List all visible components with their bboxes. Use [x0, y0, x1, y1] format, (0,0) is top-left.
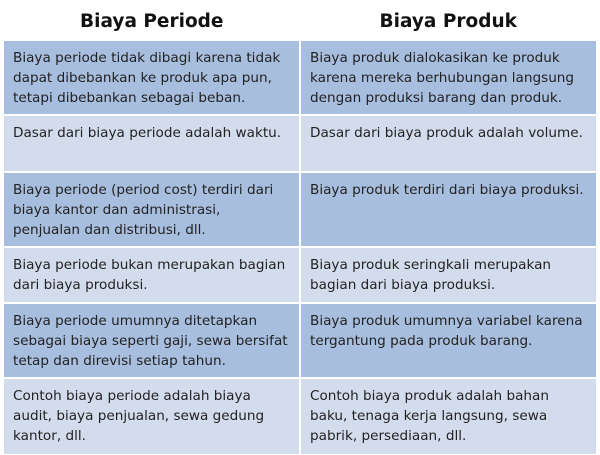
header-biaya-periode: Biaya Periode — [4, 4, 300, 40]
table-row — [4, 172, 596, 247]
table-row — [4, 247, 596, 303]
cell-biaya-periode: Dasar dari biaya periode adalah waktu. — [4, 115, 300, 172]
cell-biaya-periode: Biaya periode umumnya ditetapkan sebagai biaya seperti gaji, sewa bersifat tetap dan direvisi setiap tahun. — [4, 303, 300, 378]
comparison-table — [4, 4, 596, 454]
cell-biaya-produk: Contoh biaya produk adalah bahan baku, tenaga kerja langsung, sewa pabrik, persediaan, dll. — [300, 378, 596, 454]
cell-biaya-produk: Biaya produk dialokasikan ke produk karena mereka berhubungan langsung dengan produksi barang dan produk. — [300, 40, 596, 115]
table-header-row — [4, 4, 596, 40]
table-row — [4, 40, 596, 115]
cell-biaya-produk: Biaya produk seringkali merupakan bagian dari biaya produksi. — [300, 247, 596, 303]
cell-biaya-produk: Biaya produk terdiri dari biaya produksi. — [300, 172, 596, 247]
cell-biaya-periode: Biaya periode (period cost) terdiri dari biaya kantor dan administrasi, penjualan dan distribusi, dll. — [4, 172, 300, 247]
table-row — [4, 378, 596, 454]
cell-biaya-produk: Dasar dari biaya produk adalah volume. — [300, 115, 596, 172]
cell-biaya-periode: Biaya periode bukan merupakan bagian dari biaya produksi. — [4, 247, 300, 303]
header-biaya-produk: Biaya Produk — [300, 4, 596, 40]
table-row — [4, 115, 596, 172]
cell-biaya-periode: Biaya periode tidak dibagi karena tidak dapat dibebankan ke produk apa pun, tetapi dibebankan sebagai beban. — [4, 40, 300, 115]
cell-biaya-produk: Biaya produk umumnya variabel karena tergantung pada produk barang. — [300, 303, 596, 378]
table-row — [4, 303, 596, 378]
cell-biaya-periode: Contoh biaya periode adalah biaya audit, biaya penjualan, sewa gedung kantor, dll. — [4, 378, 300, 454]
